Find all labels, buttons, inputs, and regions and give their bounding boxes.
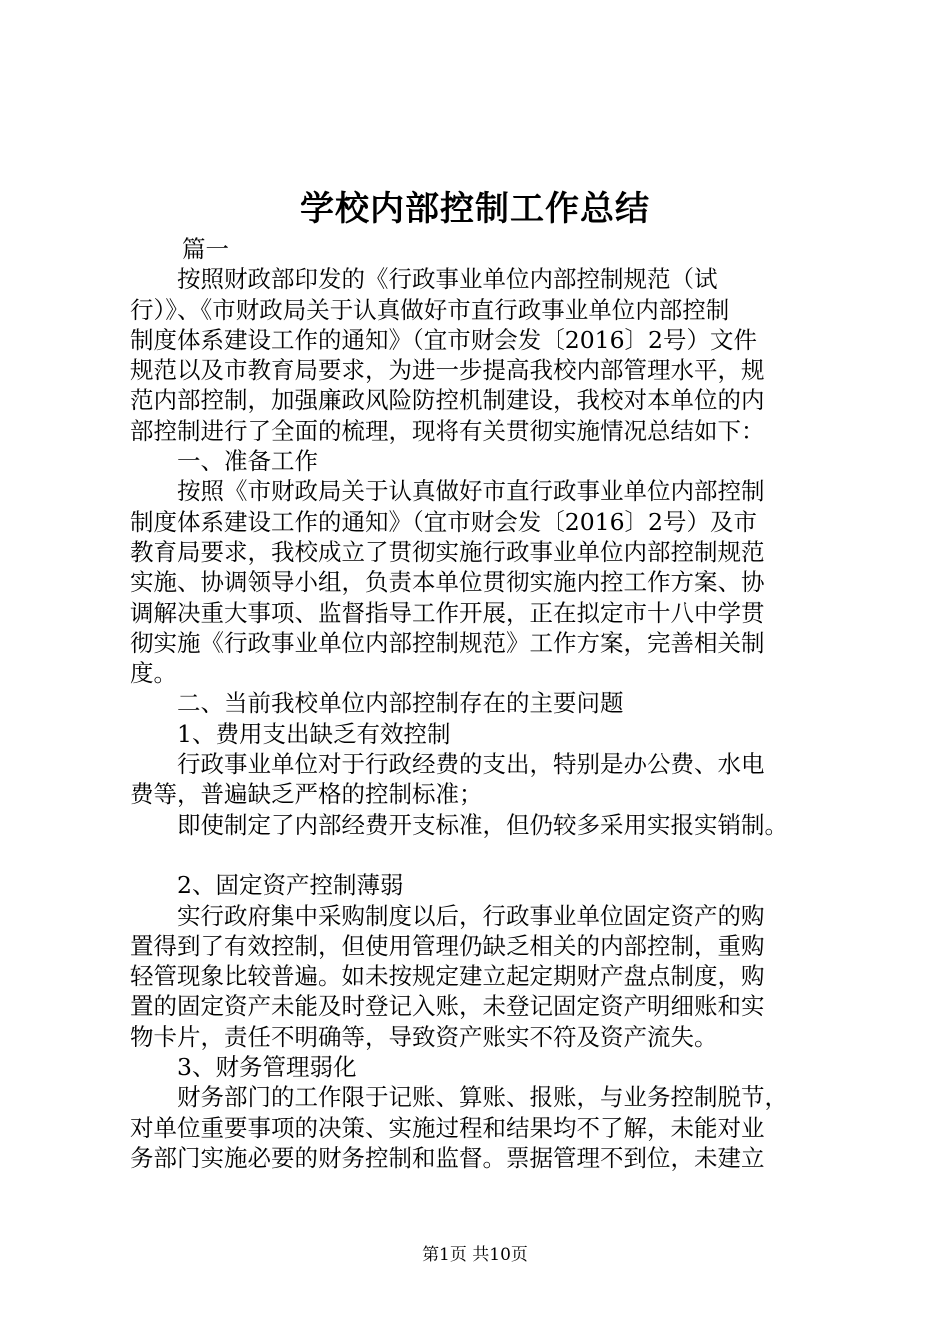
subsection-heading: 2、固定资产控制薄弱: [177, 871, 404, 900]
paragraph-line: 制度体系建设工作的通知》（宜市财会发〔2016〕2号）及市: [130, 507, 758, 536]
paragraph-line: 按照《市财政局关于认真做好市直行政事业单位内部控制: [177, 477, 765, 506]
paragraph-line: 轻管现象比较普遍。如未按规定建立起定期财产盘点制度，购: [130, 962, 765, 991]
subsection-heading: 3、财务管理弱化: [177, 1053, 357, 1082]
paragraph-line: 规范以及市教育局要求，为进一步提高我校内部管理水平，规: [130, 356, 765, 385]
paragraph-line: 制度体系建设工作的通知》（宜市财会发〔2016〕2号）文件: [130, 325, 758, 354]
paragraph-line: 行政事业单位对于行政经费的支出，特别是办公费、水电: [177, 750, 765, 779]
section-label: 篇一: [182, 235, 229, 263]
paragraph-line: 教育局要求，我校成立了贯彻实施行政事业单位内部控制规范: [130, 537, 765, 566]
document-title: 学校内部控制工作总结: [300, 189, 650, 229]
section-heading: 二、当前我校单位内部控制存在的主要问题: [177, 689, 624, 718]
paragraph-line: 置的固定资产未能及时登记入账，未登记固定资产明细账和实: [130, 992, 765, 1021]
paragraph-line: 实行政府集中采购制度以后，行政事业单位固定资产的购: [177, 901, 765, 930]
paragraph-line: 对单位重要事项的决策、实施过程和结果均不了解，未能对业: [130, 1113, 765, 1142]
paragraph-line: 费等，普遍缺乏严格的控制标准；: [130, 780, 483, 809]
section-heading: 一、准备工作: [177, 447, 318, 476]
paragraph-line: 实施、协调领导小组，负责本单位贯彻实施内控工作方案、协: [130, 568, 765, 597]
paragraph-line: 按照财政部印发的《行政事业单位内部控制规范（试: [177, 265, 718, 294]
paragraph-line: 彻实施《行政事业单位内部控制规范》工作方案，完善相关制: [130, 628, 765, 657]
paragraph-line: 范内部控制，加强廉政风险防控机制建设，我校对本单位的内: [130, 386, 765, 415]
paragraph-line: 行）》、《市财政局关于认真做好市直行政事业单位内部控制: [130, 295, 730, 324]
blank-line: [130, 840, 830, 870]
subsection-heading: 1、费用支出缺乏有效控制: [177, 719, 451, 748]
paragraph-line: 务部门实施必要的财务控制和监督。票据管理不到位，未建立: [130, 1143, 765, 1172]
page-footer: 第1页 共10页: [422, 1245, 528, 1265]
paragraph-line: 即使制定了内部经费开支标准，但仍较多采用实报实销制。: [177, 810, 788, 839]
paragraph-line: 财务部门的工作限于记账、算账、报账，与业务控制脱节，: [177, 1083, 788, 1112]
paragraph-line: 部控制进行了全面的梳理，现将有关贯彻实施情况总结如下：: [130, 416, 765, 445]
paragraph-line: 物卡片，责任不明确等，导致资产账实不符及资产流失。: [130, 1022, 718, 1051]
paragraph-line: 置得到了有效控制，但使用管理仍缺乏相关的内部控制，重购: [130, 931, 765, 960]
document-body: [130, 234, 830, 1173]
paragraph-line: 调解决重大事项、监督指导工作开展，正在拟定市十八中学贯: [130, 598, 765, 627]
paragraph-line: 度。: [130, 659, 177, 688]
